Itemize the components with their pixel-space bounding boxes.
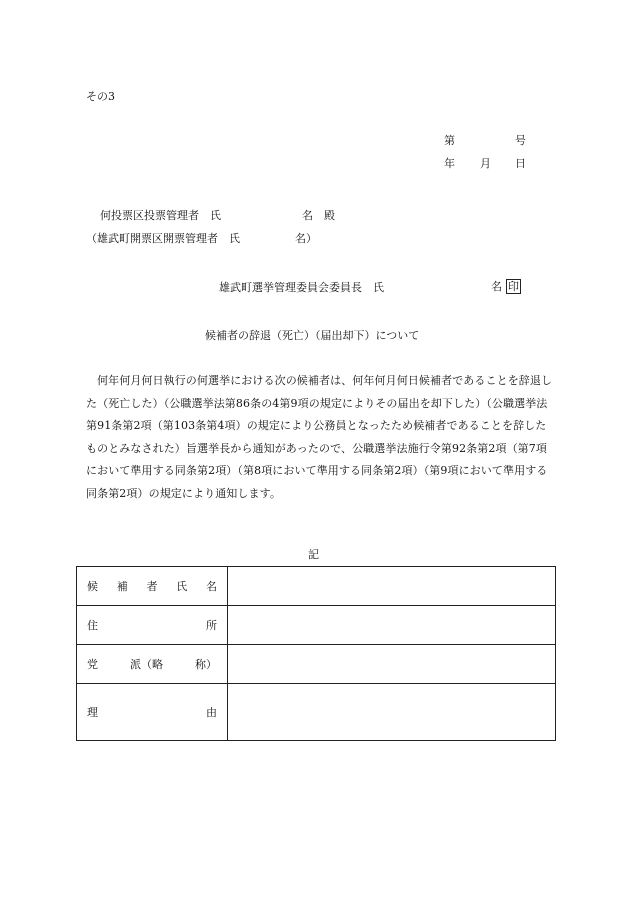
table-row	[77, 567, 556, 606]
body-text: 何年何月何日執行の何選挙における次の候補者は、何年何月何日候補者であることを辞退した（死亡した）（公職選挙法第86条の4第9項の規定によりその届出を却下した）（公職選挙法第91条第2項（第103条第4項）の規定により公務員となったため候補者であることを辞したものとみなされた）旨選挙長から通知があったので、公職選挙法施行令第92条第2項（第7項において準用する同条第2項）（第8項において準用する同条第2項）（第9項において準用する同条第2項）の規定により通知します。	[86, 374, 553, 500]
row-label	[77, 645, 228, 684]
date-year: 年	[444, 157, 455, 170]
seal-mark: 印	[508, 280, 519, 293]
party-cell	[228, 645, 556, 684]
label-char: 党	[87, 658, 98, 671]
row-label	[77, 606, 228, 645]
addressee-line1-name: 名 殿	[302, 209, 335, 222]
candidate-table	[76, 566, 556, 741]
date-day: 日	[515, 157, 526, 170]
row-label	[77, 684, 228, 741]
label-char: 所	[206, 619, 217, 632]
ki-label: 記	[308, 548, 319, 561]
sender-title: 雄武町選挙管理委員会委員長 氏	[219, 281, 384, 294]
doc-number-dai: 第	[444, 134, 455, 147]
label-char: 者	[146, 580, 158, 593]
date-month: 月	[480, 157, 491, 170]
table-row	[77, 606, 556, 645]
table-row	[77, 645, 556, 684]
label-char: 住	[87, 619, 98, 632]
addressee-line2-name: 名）	[295, 232, 317, 245]
row-label	[77, 567, 228, 606]
label-char: 候	[87, 580, 98, 593]
reason-cell	[228, 684, 556, 741]
label-char: 称）	[195, 658, 217, 671]
form-number: その3	[86, 90, 115, 103]
label-char: 補	[116, 580, 128, 593]
address-cell	[228, 606, 556, 645]
label-char: 氏	[176, 580, 188, 593]
subject: 候補者の辞退（死亡）（届出却下）について	[205, 329, 420, 342]
sender-mei: 名	[491, 280, 502, 293]
doc-number-go: 号	[515, 134, 526, 147]
table-row	[77, 684, 556, 741]
label-char: 由	[206, 706, 217, 719]
label-char: 名	[206, 580, 217, 593]
sender-name	[491, 278, 521, 294]
addressee-line2: （雄武町開票区開票管理者 氏	[86, 232, 240, 245]
label-char: 理	[87, 706, 98, 719]
addressee-line1: 何投票区投票管理者 氏	[100, 209, 221, 222]
label-char: 派（略	[130, 658, 163, 671]
candidate-name-cell	[228, 567, 556, 606]
